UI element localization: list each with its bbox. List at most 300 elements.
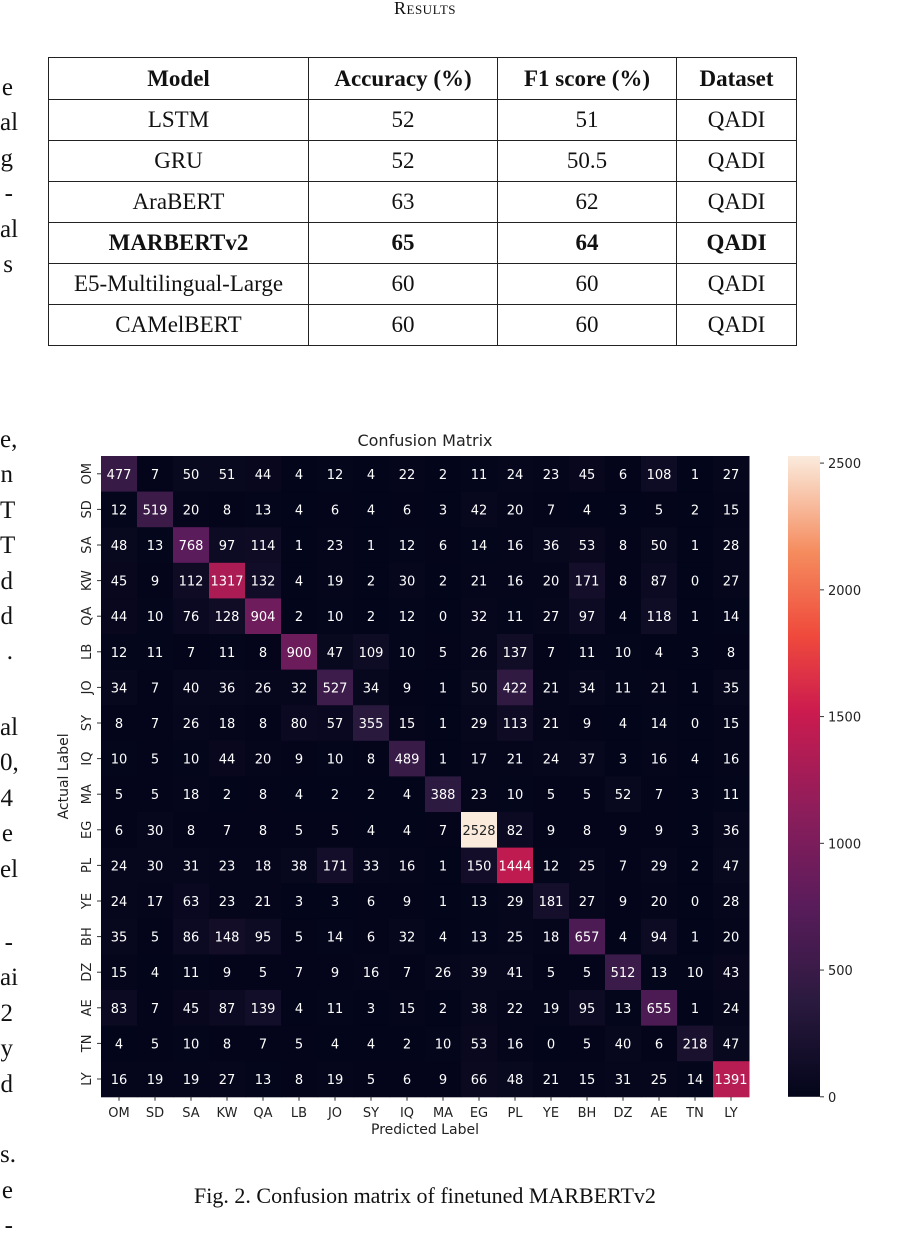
cell-f1: 60 bbox=[498, 264, 677, 305]
cell-value: 9 bbox=[618, 895, 628, 910]
cell-value: 1 bbox=[438, 717, 448, 732]
figure-caption: Fig. 2. Confusion matrix of finetuned MARBERTv2 bbox=[194, 1183, 656, 1208]
cell-value: 8 bbox=[258, 788, 268, 804]
cell-value: 8 bbox=[726, 645, 736, 661]
x-tick-label: AE bbox=[650, 1105, 668, 1121]
cell-value: 76 bbox=[182, 610, 200, 626]
cell-value: 0 bbox=[690, 717, 700, 732]
cell-value: 50 bbox=[650, 539, 668, 554]
cell-value: 25 bbox=[650, 1073, 668, 1088]
cell-value: 355 bbox=[358, 717, 384, 732]
cell-value: 50 bbox=[182, 467, 200, 483]
cell-value: 5 bbox=[294, 1037, 304, 1053]
cell-value: 15 bbox=[578, 1073, 596, 1088]
cell-value: 8 bbox=[258, 645, 268, 661]
cell-value: 32 bbox=[398, 930, 416, 946]
colorbar-tick-label: 1500 bbox=[828, 710, 862, 726]
cell-value: 9 bbox=[222, 966, 232, 982]
text-fragment: T bbox=[0, 532, 16, 560]
cell-value: 24 bbox=[506, 467, 524, 483]
cell-value: 4 bbox=[654, 645, 664, 661]
cell-value: 11 bbox=[218, 645, 236, 661]
cell-value: 35 bbox=[110, 930, 128, 946]
y-axis-label: Actual Label bbox=[56, 733, 72, 820]
cell-value: 24 bbox=[542, 752, 560, 768]
cell-value: 8 bbox=[618, 539, 628, 554]
cell-value: 20 bbox=[650, 895, 668, 910]
cell-value: 16 bbox=[506, 574, 524, 590]
cell-value: 7 bbox=[150, 467, 160, 483]
cell-value: 489 bbox=[394, 752, 420, 768]
cell-value: 9 bbox=[150, 574, 160, 590]
cell-value: 4 bbox=[114, 1037, 124, 1053]
cell-value: 47 bbox=[326, 645, 344, 661]
cell-value: 7 bbox=[150, 681, 160, 697]
cell-value: 20 bbox=[506, 503, 524, 519]
cell-value: 1 bbox=[294, 539, 304, 554]
cell-value: 3 bbox=[438, 503, 448, 519]
cell-value: 2 bbox=[330, 788, 340, 804]
y-tick-label: AE bbox=[80, 999, 95, 1017]
cell-value: 6 bbox=[654, 1037, 664, 1053]
cell-accuracy: 52 bbox=[309, 141, 498, 182]
cell-value: 477 bbox=[106, 467, 132, 483]
cell-value: 16 bbox=[398, 859, 416, 875]
cell-value: 27 bbox=[722, 467, 740, 483]
cell-value: 512 bbox=[610, 966, 636, 982]
colorbar-tick-label: 1000 bbox=[828, 837, 862, 853]
cell-value: 4 bbox=[366, 503, 376, 519]
cell-value: 4 bbox=[582, 503, 592, 519]
cell-value: 21 bbox=[650, 681, 668, 697]
y-tick-label: KW bbox=[80, 570, 95, 592]
cell-value: 2 bbox=[402, 1037, 412, 1053]
x-tick-label: PL bbox=[507, 1105, 523, 1121]
cell-value: 9 bbox=[546, 823, 556, 839]
cell-value: 19 bbox=[146, 1073, 164, 1088]
cell-value: 768 bbox=[178, 539, 204, 554]
cell-value: 8 bbox=[222, 503, 232, 519]
cell-value: 4 bbox=[330, 1037, 340, 1053]
cell-value: 2 bbox=[438, 574, 448, 590]
cell-value: 20 bbox=[542, 574, 560, 590]
cell-value: 655 bbox=[646, 1001, 672, 1017]
cell-value: 4 bbox=[366, 467, 376, 483]
cell-accuracy: 65 bbox=[309, 223, 498, 264]
cell-value: 19 bbox=[326, 1073, 344, 1088]
cell-value: 23 bbox=[470, 788, 488, 804]
cell-value: 45 bbox=[182, 1001, 200, 1017]
table-row bbox=[49, 305, 797, 346]
cell-value: 2 bbox=[366, 610, 376, 626]
cell-value: 34 bbox=[362, 681, 380, 697]
cell-value: 7 bbox=[618, 859, 628, 875]
cell-value: 11 bbox=[506, 610, 524, 626]
cell-value: 10 bbox=[686, 966, 704, 982]
cell-value: 128 bbox=[214, 610, 240, 626]
header-f1: F1 score (%) bbox=[498, 58, 677, 100]
cell-value: 4 bbox=[294, 788, 304, 804]
cell-value: 4 bbox=[618, 930, 628, 946]
cell-value: 53 bbox=[578, 539, 596, 554]
cell-dataset: QADI bbox=[677, 182, 797, 223]
x-tick-label: KW bbox=[216, 1105, 238, 1121]
cell-value: 24 bbox=[110, 895, 128, 910]
cell-value: 1 bbox=[438, 681, 448, 697]
results-table bbox=[48, 57, 797, 346]
cell-value: 7 bbox=[258, 1037, 268, 1053]
confusion-matrix-figure bbox=[0, 420, 906, 1160]
cell-value: 388 bbox=[430, 788, 456, 804]
y-tick-label: SA bbox=[80, 536, 95, 554]
x-tick-label: OM bbox=[108, 1105, 130, 1121]
cell-value: 3 bbox=[690, 645, 700, 661]
cell-value: 4 bbox=[690, 752, 700, 768]
x-axis-label: Predicted Label bbox=[371, 1121, 479, 1138]
y-tick-label: TN bbox=[80, 1034, 95, 1053]
cell-value: 519 bbox=[142, 503, 168, 519]
cell-value: 7 bbox=[546, 503, 556, 519]
cell-value: 3 bbox=[366, 1001, 376, 1017]
x-tick-label: LB bbox=[290, 1105, 308, 1121]
cell-value: 47 bbox=[722, 859, 740, 875]
cell-value: 5 bbox=[582, 966, 592, 982]
cell-value: 5 bbox=[654, 503, 664, 519]
cell-value: 95 bbox=[254, 930, 272, 946]
confusion-matrix-svg bbox=[0, 420, 906, 1160]
text-fragment: al bbox=[0, 714, 19, 741]
cell-value: 36 bbox=[218, 681, 236, 697]
x-tick-label: QA bbox=[253, 1105, 273, 1121]
cell-value: 44 bbox=[218, 752, 236, 768]
left-column-fragment-top bbox=[0, 70, 19, 282]
cell-value: 27 bbox=[542, 610, 560, 626]
cell-value: 4 bbox=[150, 966, 160, 982]
cell-value: 30 bbox=[398, 574, 416, 590]
text-fragment: e, bbox=[0, 426, 18, 453]
cell-value: 2 bbox=[366, 574, 376, 590]
cell-f1: 62 bbox=[498, 182, 677, 223]
cell-value: 10 bbox=[434, 1037, 452, 1053]
cell-value: 11 bbox=[722, 788, 740, 804]
cell-value: 14 bbox=[686, 1073, 704, 1088]
cell-value: 18 bbox=[254, 859, 272, 875]
text-fragment: al bbox=[0, 109, 19, 137]
cell-value: 112 bbox=[178, 574, 204, 590]
text-fragment: s. bbox=[0, 1141, 16, 1169]
cell-f1: 50.5 bbox=[498, 141, 677, 182]
cell-value: 38 bbox=[470, 1001, 488, 1017]
text-fragment: - bbox=[4, 1212, 13, 1240]
cell-value: 29 bbox=[470, 717, 488, 732]
cell-value: 5 bbox=[294, 823, 304, 839]
cell-value: 25 bbox=[578, 859, 596, 875]
y-tick-label: JO bbox=[80, 680, 95, 695]
text-fragment: el bbox=[0, 855, 19, 883]
x-tick-label: IQ bbox=[399, 1105, 415, 1121]
cell-value: 43 bbox=[722, 966, 740, 982]
cell-value: 7 bbox=[654, 788, 664, 804]
cell-value: 20 bbox=[722, 930, 740, 946]
cell-value: 15 bbox=[398, 1001, 416, 1017]
y-tick-label: MA bbox=[80, 784, 95, 805]
cell-value: 16 bbox=[722, 752, 740, 768]
cell-value: 94 bbox=[650, 930, 668, 946]
cell-value: 10 bbox=[146, 610, 164, 626]
cell-value: 1 bbox=[438, 859, 448, 875]
cell-value: 80 bbox=[290, 717, 308, 732]
cell-dataset: QADI bbox=[677, 264, 797, 305]
cell-value: 23 bbox=[542, 467, 560, 483]
cell-model: MARBERTv2 bbox=[49, 223, 309, 264]
cell-value: 22 bbox=[398, 467, 416, 483]
cell-value: 900 bbox=[286, 645, 312, 661]
header-dataset: Dataset bbox=[677, 58, 797, 100]
cell-value: 181 bbox=[538, 895, 564, 910]
cell-value: 63 bbox=[182, 895, 200, 910]
cell-value: 8 bbox=[294, 1073, 304, 1088]
y-tick-label: SD bbox=[80, 500, 95, 519]
text-fragment: e bbox=[1, 74, 13, 101]
cell-value: 29 bbox=[650, 859, 668, 875]
cell-value: 33 bbox=[362, 859, 380, 875]
table-caption: Results bbox=[394, 0, 456, 18]
cell-accuracy: 63 bbox=[309, 182, 498, 223]
y-tick-label: BH bbox=[80, 927, 95, 946]
text-fragment: 4 bbox=[0, 784, 13, 812]
cell-value: 26 bbox=[434, 966, 452, 982]
cell-value: 108 bbox=[646, 467, 672, 483]
cell-value: 15 bbox=[110, 966, 128, 982]
cell-value: 16 bbox=[506, 539, 524, 554]
cell-value: 12 bbox=[326, 467, 344, 483]
cell-value: 39 bbox=[470, 966, 488, 982]
text-fragment: T bbox=[0, 496, 16, 524]
cell-value: 21 bbox=[542, 1073, 560, 1088]
cell-value: 6 bbox=[330, 503, 340, 519]
cell-value: 4 bbox=[618, 610, 628, 626]
cell-value: 3 bbox=[330, 895, 340, 910]
cell-value: 2 bbox=[438, 467, 448, 483]
colorbar-tick-label: 0 bbox=[828, 1090, 837, 1106]
cell-value: 10 bbox=[326, 752, 344, 768]
cell-value: 12 bbox=[542, 859, 560, 875]
cell-value: 4 bbox=[294, 467, 304, 483]
cell-value: 19 bbox=[326, 574, 344, 590]
x-tick-label: YE bbox=[542, 1105, 560, 1121]
cell-value: 12 bbox=[110, 645, 128, 661]
cell-value: 1391 bbox=[714, 1073, 748, 1088]
cell-value: 18 bbox=[182, 788, 200, 804]
cell-f1: 51 bbox=[498, 100, 677, 141]
cell-model: GRU bbox=[49, 141, 309, 182]
cell-value: 1 bbox=[690, 610, 700, 626]
cell-value: 5 bbox=[582, 788, 592, 804]
cell-value: 10 bbox=[506, 788, 524, 804]
cell-value: 1 bbox=[690, 930, 700, 946]
cell-value: 13 bbox=[470, 930, 488, 946]
cell-value: 5 bbox=[294, 930, 304, 946]
cell-value: 13 bbox=[254, 1073, 272, 1088]
cell-value: 10 bbox=[182, 1037, 200, 1053]
cell-value: 27 bbox=[722, 574, 740, 590]
cell-value: 4 bbox=[402, 788, 412, 804]
y-tick-label: SY bbox=[80, 714, 95, 732]
cell-value: 66 bbox=[470, 1073, 488, 1088]
cell-value: 11 bbox=[326, 1001, 344, 1017]
cell-value: 20 bbox=[182, 503, 200, 519]
cell-dataset: QADI bbox=[677, 141, 797, 182]
cell-value: 86 bbox=[182, 930, 200, 946]
cell-value: 19 bbox=[182, 1073, 200, 1088]
cell-value: 1444 bbox=[498, 859, 532, 875]
cell-value: 24 bbox=[110, 859, 128, 875]
x-tick-label: TN bbox=[686, 1105, 704, 1121]
cell-value: 50 bbox=[470, 681, 488, 697]
cell-value: 148 bbox=[214, 930, 240, 946]
cell-value: 3 bbox=[294, 895, 304, 910]
cell-value: 2 bbox=[222, 788, 232, 804]
cell-value: 51 bbox=[218, 467, 236, 483]
cell-value: 31 bbox=[614, 1073, 632, 1088]
cell-value: 1 bbox=[438, 752, 448, 768]
cell-value: 45 bbox=[110, 574, 128, 590]
cell-value: 10 bbox=[614, 645, 632, 661]
cell-value: 5 bbox=[546, 788, 556, 804]
cell-value: 6 bbox=[438, 539, 448, 554]
cell-value: 57 bbox=[326, 717, 344, 732]
cell-value: 12 bbox=[398, 539, 416, 554]
cell-value: 44 bbox=[254, 467, 272, 483]
cell-value: 11 bbox=[146, 645, 164, 661]
cell-value: 5 bbox=[546, 966, 556, 982]
cell-value: 5 bbox=[150, 1037, 160, 1053]
cell-value: 132 bbox=[250, 574, 276, 590]
cell-dataset: QADI bbox=[677, 223, 797, 264]
cell-value: 2 bbox=[690, 859, 700, 875]
colorbar-tick-label: 500 bbox=[828, 964, 853, 980]
y-tick-label: YE bbox=[80, 892, 95, 910]
cell-value: 6 bbox=[366, 930, 376, 946]
cell-value: 12 bbox=[398, 610, 416, 626]
text-fragment: - bbox=[4, 929, 13, 956]
cell-value: 82 bbox=[506, 823, 524, 839]
y-tick-label: IQ bbox=[80, 751, 95, 766]
cell-value: 22 bbox=[506, 1001, 524, 1017]
cell-value: 904 bbox=[250, 610, 276, 626]
cell-value: 9 bbox=[402, 681, 412, 697]
cell-value: 17 bbox=[146, 895, 164, 910]
cell-value: 8 bbox=[582, 823, 592, 839]
cell-value: 527 bbox=[322, 681, 348, 697]
cell-value: 3 bbox=[618, 503, 628, 519]
cell-value: 83 bbox=[110, 1001, 128, 1017]
cell-value: 2528 bbox=[462, 823, 496, 839]
cell-value: 11 bbox=[578, 645, 596, 661]
colorbar-tick-label: 2000 bbox=[828, 583, 862, 599]
text-fragment: s bbox=[3, 250, 13, 278]
cell-value: 11 bbox=[182, 966, 200, 982]
cell-value: 26 bbox=[470, 645, 488, 661]
cell-value: 5 bbox=[258, 966, 268, 982]
y-tick-label: LB bbox=[80, 643, 95, 660]
text-fragment: n bbox=[0, 461, 13, 489]
text-fragment: al bbox=[0, 215, 19, 243]
cell-value: 15 bbox=[722, 503, 740, 519]
y-tick-label: LY bbox=[80, 1072, 95, 1086]
text-fragment: 2 bbox=[0, 999, 13, 1027]
text-fragment: 0, bbox=[0, 749, 19, 777]
cell-value: 28 bbox=[722, 895, 740, 910]
cell-accuracy: 52 bbox=[309, 100, 498, 141]
cell-value: 12 bbox=[110, 503, 128, 519]
cell-value: 2 bbox=[294, 610, 304, 626]
cell-value: 4 bbox=[294, 574, 304, 590]
cell-value: 113 bbox=[502, 717, 528, 732]
cell-value: 17 bbox=[470, 752, 488, 768]
cell-value: 18 bbox=[542, 930, 560, 946]
x-tick-label: SY bbox=[362, 1105, 380, 1121]
x-tick-label: EG bbox=[469, 1105, 489, 1121]
colorbar bbox=[788, 456, 820, 1097]
table-row bbox=[49, 141, 797, 182]
cell-value: 9 bbox=[582, 717, 592, 732]
cell-value: 37 bbox=[578, 752, 596, 768]
colorbar-tick-label: 2500 bbox=[828, 457, 862, 473]
cell-value: 1 bbox=[438, 895, 448, 910]
cell-value: 139 bbox=[250, 1001, 276, 1017]
text-fragment: d bbox=[0, 567, 13, 595]
header-accuracy: Accuracy (%) bbox=[309, 58, 498, 100]
table-row bbox=[49, 100, 797, 141]
cell-value: 8 bbox=[186, 823, 196, 839]
text-fragment: e bbox=[1, 820, 13, 848]
cell-value: 7 bbox=[294, 966, 304, 982]
cell-value: 6 bbox=[618, 467, 628, 483]
cell-value: 21 bbox=[542, 717, 560, 732]
x-tick-label: LY bbox=[724, 1105, 738, 1121]
x-tick-label: SD bbox=[145, 1105, 165, 1121]
cell-model: LSTM bbox=[49, 100, 309, 141]
cell-value: 4 bbox=[618, 717, 628, 732]
cell-value: 53 bbox=[470, 1037, 488, 1053]
cell-value: 40 bbox=[182, 681, 200, 697]
cell-value: 5 bbox=[150, 930, 160, 946]
cell-value: 23 bbox=[326, 539, 344, 554]
cell-value: 21 bbox=[254, 895, 272, 910]
cell-value: 7 bbox=[150, 1001, 160, 1017]
y-tick-label: QA bbox=[80, 606, 95, 626]
cell-value: 16 bbox=[506, 1037, 524, 1053]
cell-value: 2 bbox=[438, 1001, 448, 1017]
cell-value: 32 bbox=[470, 610, 488, 626]
cell-value: 4 bbox=[366, 1037, 376, 1053]
cell-value: 7 bbox=[150, 717, 160, 732]
cell-value: 16 bbox=[110, 1073, 128, 1088]
cell-value: 14 bbox=[470, 539, 488, 554]
cell-value: 16 bbox=[362, 966, 380, 982]
cell-value: 7 bbox=[402, 966, 412, 982]
cell-value: 5 bbox=[150, 752, 160, 768]
cell-value: 48 bbox=[506, 1073, 524, 1088]
cell-value: 4 bbox=[366, 823, 376, 839]
cell-value: 48 bbox=[110, 539, 128, 554]
cell-value: 30 bbox=[146, 859, 164, 875]
cell-value: 34 bbox=[578, 681, 596, 697]
cell-value: 45 bbox=[578, 467, 596, 483]
cell-value: 29 bbox=[506, 895, 524, 910]
cell-value: 6 bbox=[402, 503, 412, 519]
